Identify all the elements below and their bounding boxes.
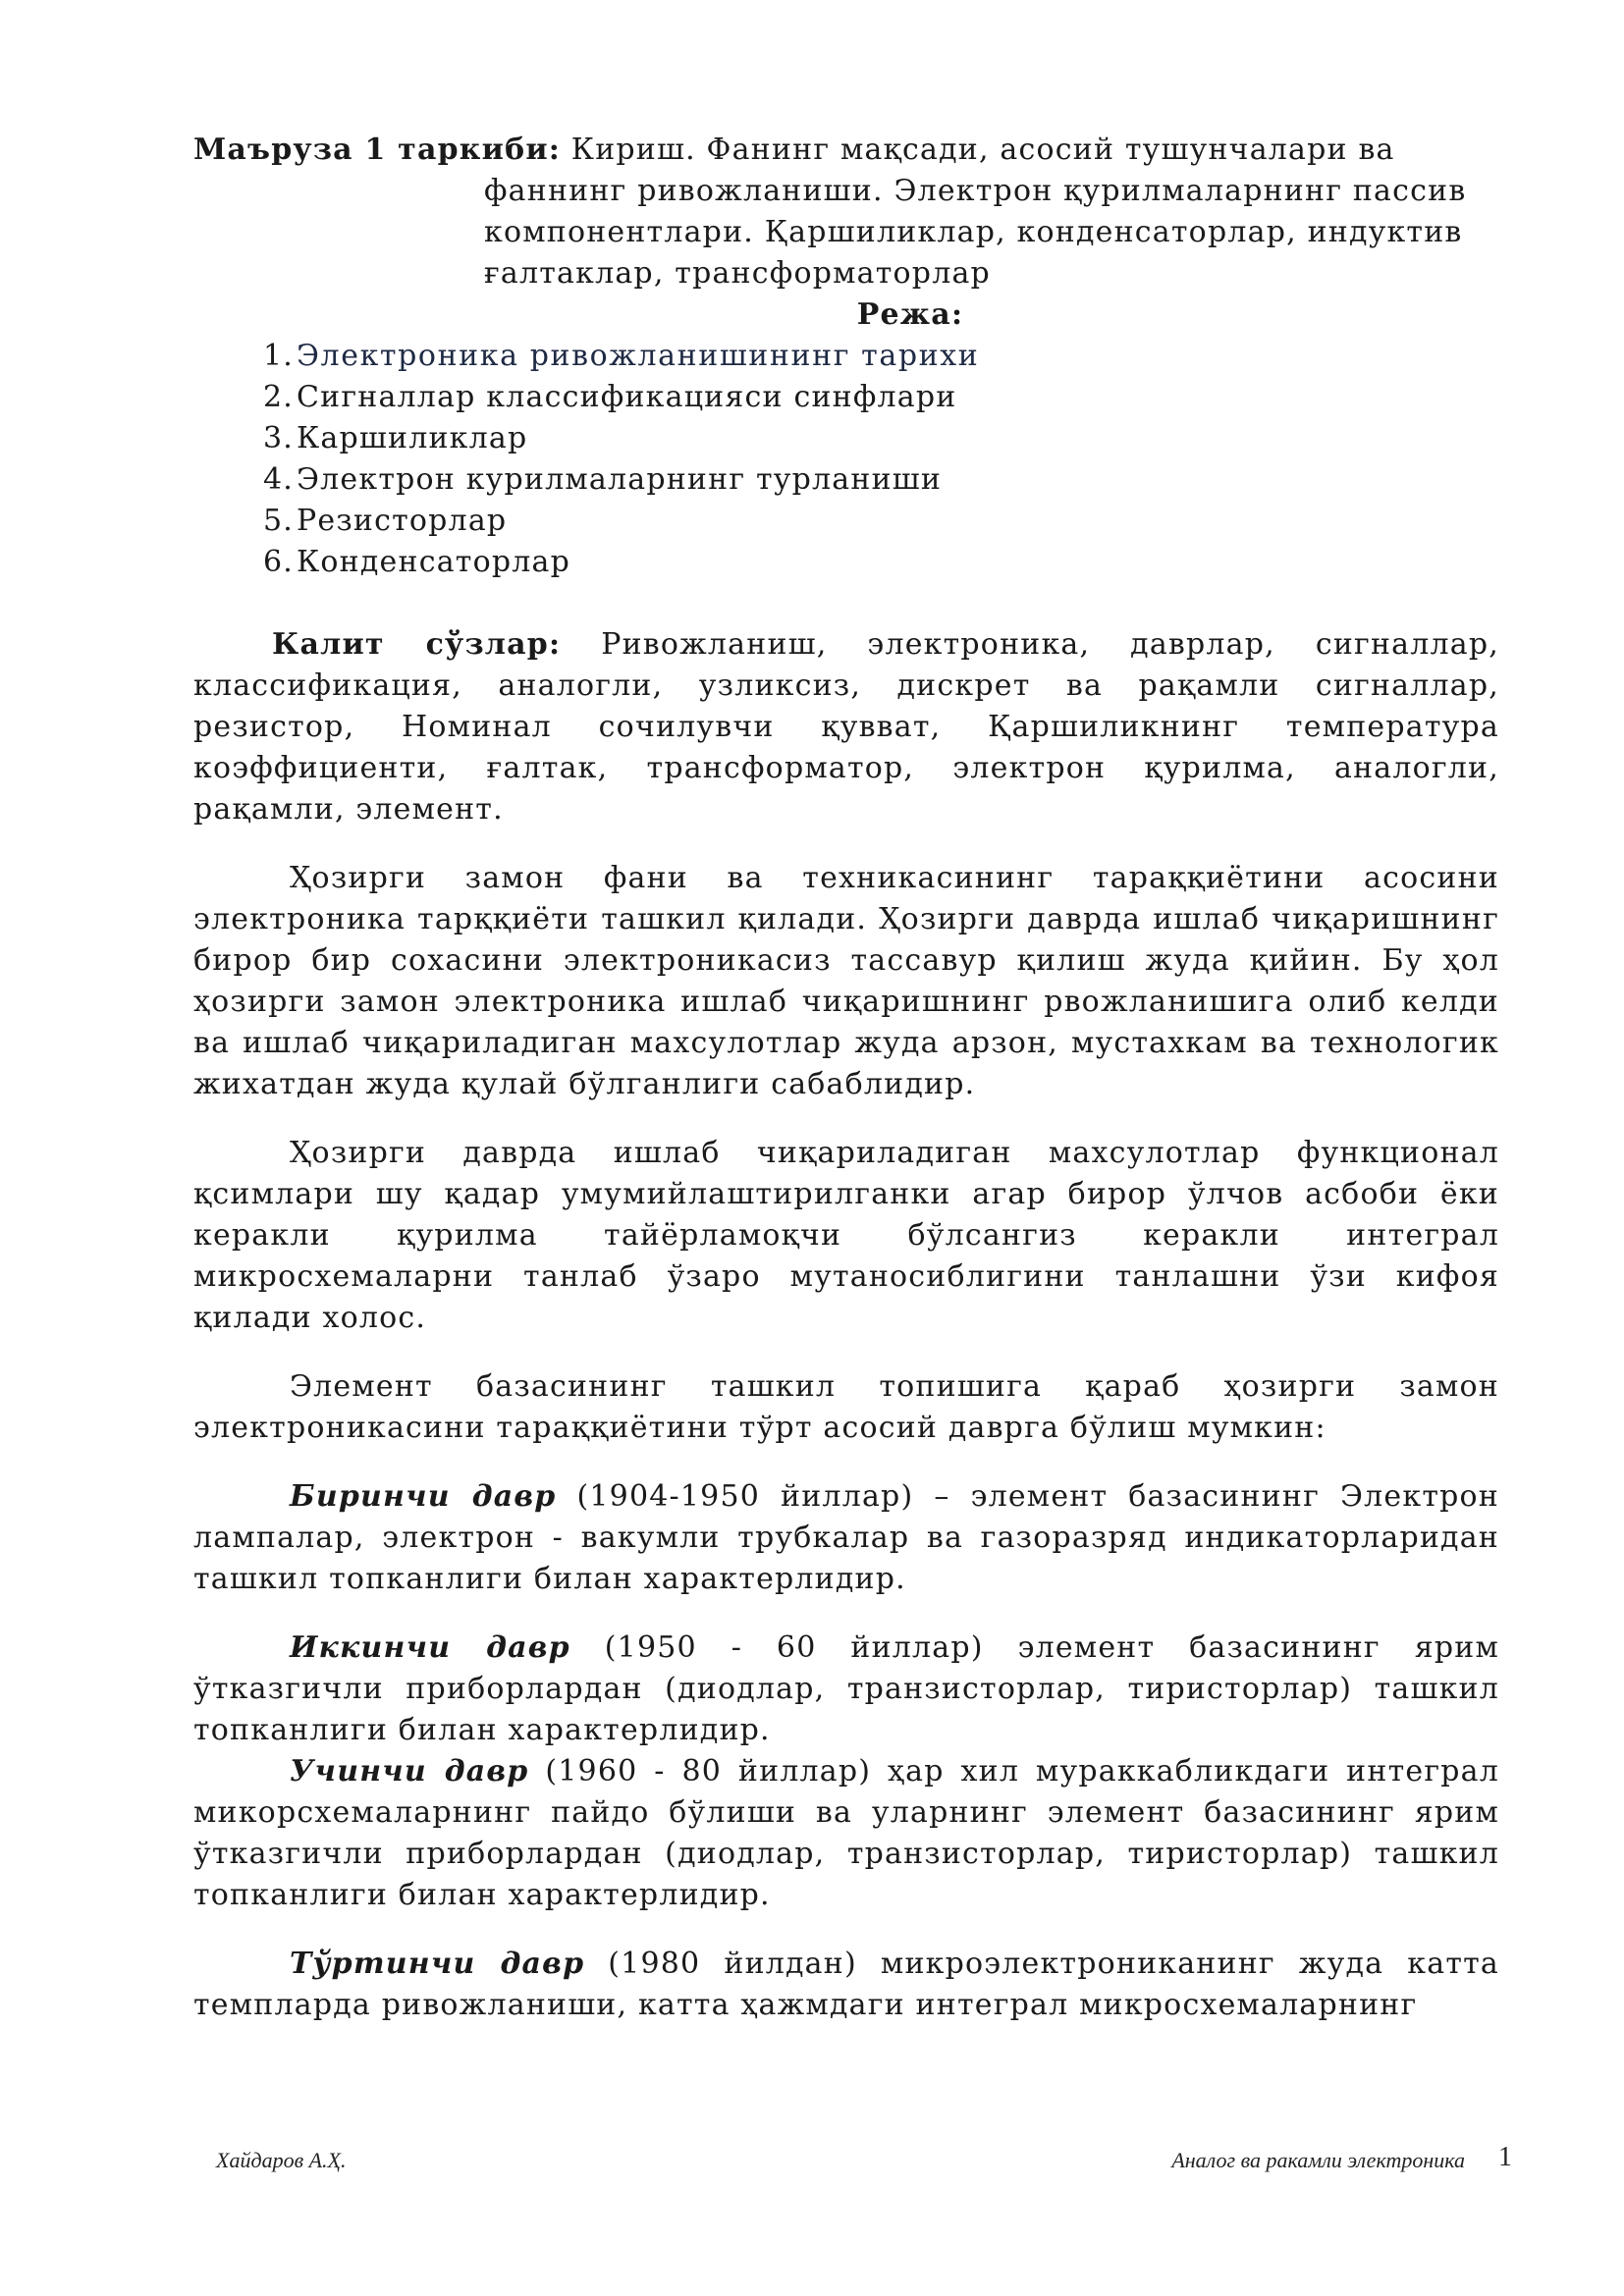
plan-item	[244, 377, 1499, 418]
period-text: (1980 йилдан) микроэлектрониканинг жуда катта темпларда ривожланиши, катта ҳажмдаги интеграл микросхемаларнинг	[193, 1947, 1499, 2022]
plan-item-text: Электрон курилмаларнинг турланиши	[297, 462, 943, 497]
lecture-text-4: ғалтаклар, трансформаторлар	[484, 256, 991, 291]
plan-item-number: 1.	[262, 339, 294, 373]
period-name: Иккинчи давр	[290, 1630, 570, 1665]
keywords-label: Калит сўзлар:	[272, 627, 562, 662]
lecture-text-3: компонентлари. Қаршиликлар, конденсаторлар, индуктив	[484, 215, 1463, 249]
document-page	[193, 130, 1499, 2026]
body-paragraph-2: Ҳозирги даврда ишлаб чиқариладиган махсулотлар функционал қсимлари шу қадар умумийлаштирилганки агар бирор ўлчов асбоби ёки керакли қурилма тайёрламоқчи бўлсангиз керакли интеграл микросхемаларни танлаб ўзаро мутаносиблигини танлашни ўзи кифоя қилади холос.	[193, 1136, 1499, 1335]
page-number: 1	[1498, 2142, 1512, 2172]
plan-item-text: Сигналлар классификацияси синфлари	[297, 380, 957, 414]
footer-course-title: Аналог ва ракамли электроника	[1171, 2148, 1465, 2172]
plan-item-text: Резисторлар	[297, 504, 508, 538]
period-text: (1950 - 60 йиллар) элемент базасининг ярим ўтказгичли приборлардан (диодлар, транзисторлар, тиристорлар) ташкил топканлиги билан характерлидир.	[193, 1630, 1499, 1747]
period-text: (1904-1950 йиллар) – элемент базасининг Электрон лампалар, электрон - вакумли трубкалар ва газоразряд индикаторларидан ташкил топканлиги билан характерлидир.	[193, 1479, 1499, 1596]
plan-item-number: 2.	[262, 380, 294, 414]
lecture-heading-line-1	[193, 130, 1499, 171]
period-name: Тўртинчи давр	[290, 1947, 585, 1981]
plan-item-text: Каршиликлар	[297, 421, 528, 455]
footer-author: Хайдаров А.Ҳ.	[216, 2148, 347, 2172]
plan-list	[193, 336, 1499, 583]
period-paragraph-3	[193, 1751, 1499, 1916]
plan-item-number: 6.	[262, 545, 294, 579]
body-paragraph-1: Ҳозирги замон фани ва техникасининг тараққиётини асосини электроника тарққиёти ташкил қилади. Ҳозирги даврда ишлаб чиқаришнинг бирор бир сохасини электроникасиз тассавур қилиш жуда қийин. Бу ҳол ҳозирги замон электроника ишлаб чиқаришнинг рвожланишига олиб келди ва ишлаб чиқариладиган махсулотлар жуда арзон, мустахкам ва технологик жихатдан жуда қулай бўлганлиги сабаблидир.	[193, 861, 1499, 1101]
plan-item	[244, 542, 1499, 583]
plan-item	[244, 418, 1499, 459]
body-paragraph-3: Элемент базасининг ташкил топишига қараб ҳозирги замон электроникасини тараққиётини тўрт асосий даврга бўлиш мумкин:	[193, 1369, 1499, 1445]
period-name: Учинчи давр	[290, 1754, 529, 1789]
lecture-text-1: Кириш. Фанинг мақсади, асосий тушунчалари ва	[561, 133, 1395, 167]
lecture-text-2: фаннинг ривожланиши. Электрон қурилмаларнинг пассив	[484, 174, 1467, 208]
period-paragraph-2	[193, 1628, 1499, 1751]
plan-item-number: 3.	[262, 421, 294, 455]
keywords-paragraph	[193, 624, 1499, 830]
plan-item	[244, 459, 1499, 501]
period-name: Биринчи давр	[290, 1479, 557, 1514]
plan-item-number: 5.	[262, 504, 294, 538]
plan-title: Режа:	[856, 297, 964, 332]
lecture-label: Маъруза 1 таркиби:	[193, 133, 562, 167]
plan-item	[244, 501, 1499, 542]
period-text: (1960 - 80 йиллар) ҳар хил мураккабликдаги интеграл микорсхемаларнинг пайдо бўлиши ва уларнинг элемент базасининг ярим ўтказгичли приборлардан (диодлар, транзисторлар, тиристорлар) ташкил топканлиги билан характерлидир.	[193, 1754, 1499, 1912]
plan-item	[244, 336, 1499, 377]
keywords-text: Ривожланиш, электроника, даврлар, сигналлар, классификация, аналогли, узликсиз, дискрет ва рақамли сигналлар, резистор, Номинал сочилувчи қувват, Қаршиликнинг температура коэффициенти, ғалтак, трансформатор, электрон қурилма, аналогли, рақамли, элемент.	[193, 627, 1499, 827]
plan-item-number: 4.	[262, 462, 294, 497]
lecture-heading	[193, 130, 1499, 294]
period-paragraph-1	[193, 1476, 1499, 1600]
plan-item-text: Электроника ривожланишининг тарихи	[297, 339, 980, 373]
plan-item-text: Конденсаторлар	[297, 545, 570, 579]
period-paragraph-4	[193, 1944, 1499, 2026]
